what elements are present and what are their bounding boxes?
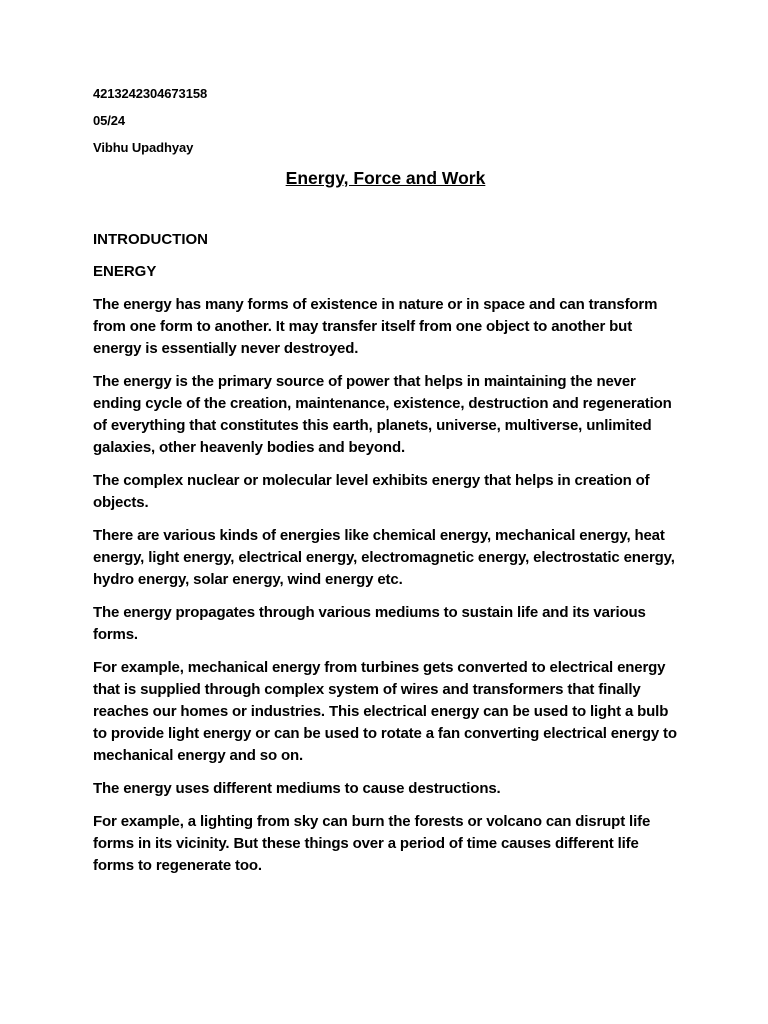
paragraph-primary-source: The energy is the primary source of power that helps in maintaining the never ending cycle of the creation, maintenance, existence, destruction and regeneration of everything that constitutes this earth, planets, universe, multiverse, unlimited galaxies, other heavenly bodies and beyond. (93, 373, 672, 456)
paragraph-mechanical-example: For example, mechanical energy from turbines gets converted to electrical energy that is supplied through complex system of wires and transformers that finally reaches our homes or industries. This electrical energy can be used to light a bulb to provide light energy or can be used to rotate a fan converting electrical energy to mechanical energy and so on. (93, 659, 677, 764)
id-number: 4213242304673158 (93, 86, 208, 101)
paragraph-kinds-of-energy: There are various kinds of energies like chemical energy, mechanical energy, heat energy, light energy, electrical energy, electromagnetic energy, electrostatic energy, hydro energy, solar energy, wind energy etc. (93, 527, 675, 588)
author-name: Vibhu Upadhyay (93, 140, 194, 155)
paragraph-lighting-example: For example, a lighting from sky can burn the forests or volcano can disrupt life forms in its vicinity. But these things over a period of time causes different life forms to regenerate too. (93, 813, 651, 874)
document-content (93, 85, 678, 888)
date: 05/24 (93, 113, 126, 128)
paragraph-propagation: The energy propagates through various mediums to sustain life and its various forms. (93, 604, 646, 643)
section-heading-introduction: INTRODUCTION (93, 231, 208, 248)
paragraph-nuclear-molecular: The complex nuclear or molecular level exhibits energy that helps in creation of objects. (93, 472, 650, 511)
paragraph-forms-of-energy: The energy has many forms of existence in nature or in space and can transform from one form to another. It may transfer itself from one object to another but energy is essentially never destroyed. (93, 296, 658, 357)
section-heading-energy: ENERGY (93, 263, 157, 280)
document-title: Energy, Force and Work (285, 168, 486, 188)
paragraph-destruction: The energy uses different mediums to cause destructions. (93, 780, 501, 797)
